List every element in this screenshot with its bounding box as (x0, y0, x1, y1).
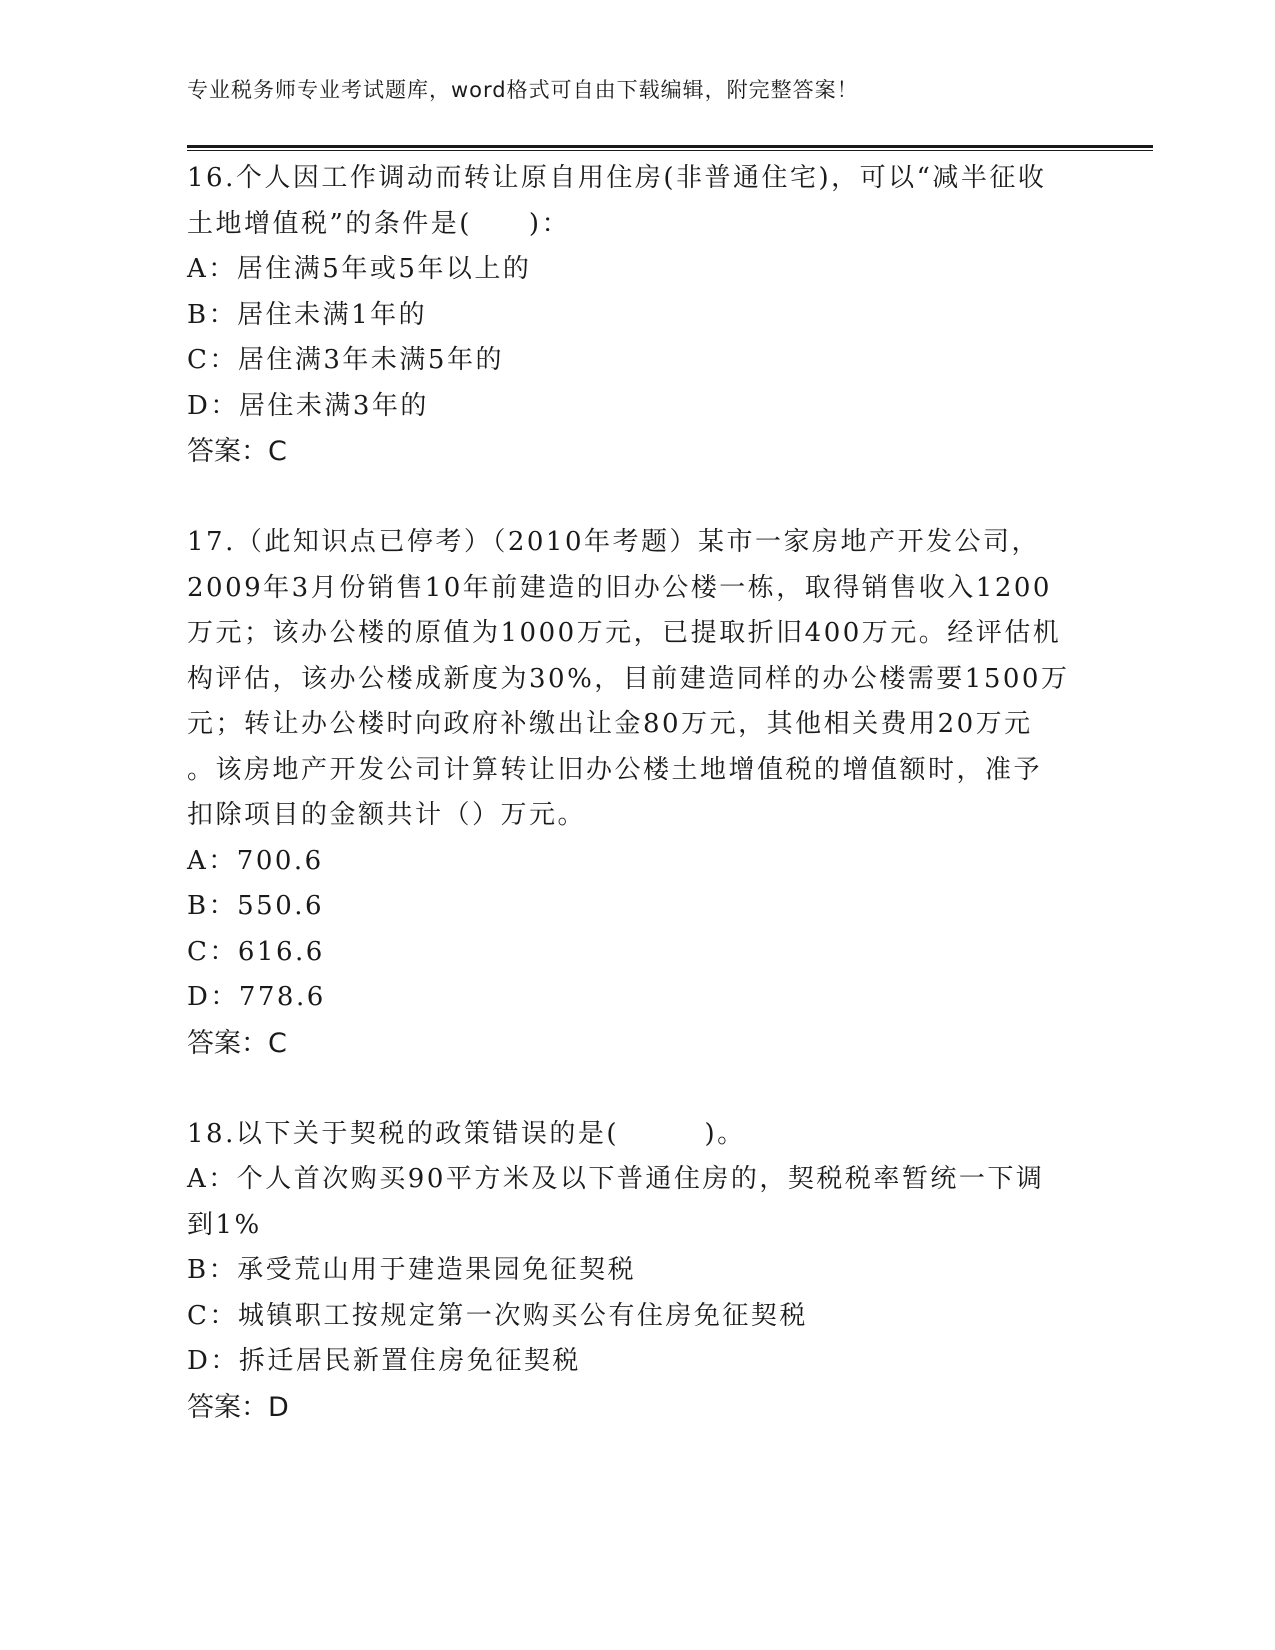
header-rule-thin (187, 150, 1153, 151)
header-rule-thick (187, 145, 1153, 148)
option-a: A：700.6 (187, 845, 324, 876)
option-b: B：550.6 (187, 891, 325, 921)
option-b: B：承受荒山用于建造果园免征契税 (187, 1255, 637, 1285)
question-stem-line: 万元；该办公楼的原值为1000万元，已提取折旧400万元。经评估机 (187, 618, 1062, 648)
question-stem-line: 16.个人因工作调动而转让原自用住房(非普通住宅)，可以“减半征收 (187, 163, 1047, 193)
question-18 (187, 1112, 1087, 1431)
question-spacer (187, 1066, 1087, 1112)
question-stem-line: 元；转让办公楼时向政府补缴出让金80万元，其他相关费用20万元 (187, 709, 1033, 739)
option-d: D：拆迁居民新置住房免征契税 (187, 1346, 581, 1376)
question-spacer (187, 475, 1087, 521)
option-b: B：居住未满1年的 (187, 299, 428, 330)
answer-line: 答案：C (187, 1027, 287, 1059)
question-stem-line: 构评估，该办公楼成新度为30%，目前建造同样的办公楼需要1500万 (187, 663, 1070, 694)
option-d: D：居住未满3年的 (187, 390, 429, 421)
question-stem-line: 土地增值税”的条件是( )： (187, 208, 571, 239)
option-c: C：城镇职工按规定第一次购买公有住房免征契税 (187, 1300, 808, 1331)
option-d: D：778.6 (187, 982, 326, 1012)
option-c: C：616.6 (187, 936, 325, 967)
question-list (187, 156, 1087, 1430)
answer-line: 答案：C (187, 436, 287, 467)
question-stem-line: 。该房地产开发公司计算转让旧办公楼土地增值税的增值额时，准予 (187, 754, 1043, 785)
option-a-continued: 到1% (187, 1209, 262, 1240)
option-a: A：居住满5年或5年以上的 (187, 254, 532, 284)
page-header: 专业税务师专业考试题库，word格式可自由下载编辑，附完整答案！ (187, 78, 859, 102)
option-a: A：个人首次购买90平方米及以下普通住房的，契税税率暂统一下调 (187, 1164, 1045, 1194)
option-c: C：居住满3年未满5年的 (187, 345, 504, 375)
answer-line: 答案：D (187, 1391, 289, 1423)
question-stem-line: 17.（此知识点已停考）（2010年考题）某市一家房地产开发公司， (187, 527, 1041, 557)
question-17 (187, 520, 1087, 1066)
question-stem-line: 18.以下关于契税的政策错误的是( )。 (187, 1118, 746, 1149)
question-stem-line: 扣除项目的金额共计（）万元。 (187, 800, 587, 830)
question-stem-line: 2009年3月份销售10年前建造的旧办公楼一栋，取得销售收入1200 (187, 572, 1052, 603)
question-16 (187, 156, 1087, 475)
